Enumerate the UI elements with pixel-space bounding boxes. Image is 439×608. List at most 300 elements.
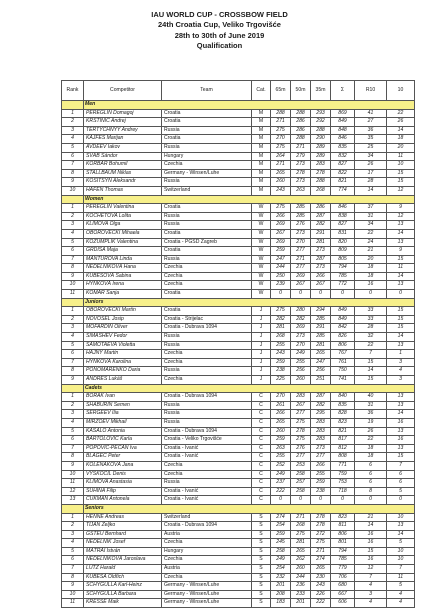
section-spacer-cell [62,298,84,307]
score-50m-cell: 273 [291,229,311,238]
r10-cell: 26 [355,427,387,436]
competitor-cell: HAFEN Thomas [84,186,162,195]
col-cat: Cat. [252,81,271,101]
competitor-cell: SCHYGULLA Karl-Heinz [84,582,162,591]
r10-cell: 22 [355,436,387,445]
score-65m-cell: 271 [271,161,291,170]
competitor-cell: KUBESOVÁ Sabina [84,272,162,281]
category-cell: C [252,470,271,479]
team-cell: Russia [162,178,252,187]
category-cell: C [252,427,271,436]
score-65m-cell: 265 [271,418,291,427]
score-35m-cell: 273 [311,264,331,273]
category-cell: C [252,487,271,496]
table-row [62,272,415,281]
score-35m-cell: 0 [311,496,331,505]
competitor-cell: MANTUROVA Linda [84,255,162,264]
competitor-cell: KOMAR Sanja [84,290,162,299]
section-spacer-cell [62,195,84,204]
table-row [62,324,415,333]
rank-cell: 6 [62,152,84,161]
score-35m-cell: 273 [311,444,331,453]
rank-cell: 11 [62,479,84,488]
score-35m-cell: 255 [311,470,331,479]
competitor-cell: KOSITSYN Aleksandr [84,178,162,187]
tens-cell: 13 [387,444,415,453]
table-row [62,238,415,247]
r10-cell: 16 [355,530,387,539]
rank-cell: 2 [62,212,84,221]
total-cell: 0 [331,290,355,299]
score-65m-cell: 254 [271,522,291,531]
score-35m-cell: 278 [311,513,331,522]
competitor-cell: KLIMOVA Olga [84,221,162,230]
team-cell: Czechia [162,461,252,470]
total-cell: 820 [331,238,355,247]
category-cell: S [252,513,271,522]
score-50m-cell: 273 [291,161,311,170]
competitor-cell: HAJNÝ Martin [84,350,162,359]
team-cell: Russia [162,255,252,264]
tens-cell: 13 [387,393,415,402]
score-35m-cell: 268 [311,186,331,195]
total-cell: 806 [331,530,355,539]
score-65m-cell: 275 [271,126,291,135]
score-35m-cell: 285 [311,333,331,342]
score-50m-cell: 273 [291,333,311,342]
r10-cell: 4 [355,582,387,591]
category-cell: J [252,341,271,350]
score-50m-cell: 258 [291,470,311,479]
score-65m-cell: 252 [271,461,291,470]
section-spacer-cell [62,504,84,513]
rank-cell: 4 [62,333,84,342]
r10-cell: 16 [355,281,387,290]
category-cell: W [252,255,271,264]
score-35m-cell: 274 [311,556,331,565]
competitor-cell: SVÁB Sándor [84,152,162,161]
total-cell: 759 [331,470,355,479]
team-cell: Croatia [162,247,252,256]
team-cell: Czechia [162,376,252,385]
rank-cell: 1 [62,307,84,316]
table-row [62,186,415,195]
tens-cell: 13 [387,341,415,350]
score-65m-cell: 269 [271,221,291,230]
score-35m-cell: 281 [311,238,331,247]
total-cell: 812 [331,444,355,453]
score-35m-cell: 295 [311,410,331,419]
category-cell: J [252,333,271,342]
score-65m-cell: 222 [271,487,291,496]
score-50m-cell: 0 [291,290,311,299]
rank-cell: 9 [62,376,84,385]
team-cell: Croatia [162,204,252,213]
section-spacer-cell [62,101,84,110]
tens-cell: 6 [387,479,415,488]
competitor-cell: NEDĚLNÍK Josef [84,539,162,548]
r10-cell: 41 [355,109,387,118]
tens-cell: 3 [387,358,415,367]
category-cell: S [252,522,271,531]
category-cell: J [252,367,271,376]
tens-cell: 15 [387,178,415,187]
team-cell: Russia [162,479,252,488]
category-cell: M [252,143,271,152]
section-header-row [62,195,415,204]
table-row [62,315,415,324]
table-row [62,341,415,350]
table-row [62,496,415,505]
tens-cell: 5 [387,487,415,496]
rank-cell: 5 [62,238,84,247]
rank-cell: 6 [62,436,84,445]
total-cell: 785 [331,556,355,565]
total-cell: 0 [331,496,355,505]
score-65m-cell: 275 [271,307,291,316]
score-50m-cell: 267 [291,401,311,410]
score-35m-cell: 287 [311,212,331,221]
score-65m-cell: 274 [271,513,291,522]
score-50m-cell: 277 [291,247,311,256]
category-cell: W [252,229,271,238]
category-cell: C [252,453,271,462]
tens-cell: 16 [387,436,415,445]
team-cell: Germany - Winsen/Luhe [162,599,252,608]
category-cell: S [252,530,271,539]
tens-cell: 0 [387,496,415,505]
score-35m-cell: 283 [311,161,331,170]
tens-cell: 15 [387,453,415,462]
r10-cell: 20 [355,255,387,264]
category-cell: S [252,539,271,548]
table-row [62,599,415,608]
score-35m-cell: 273 [311,247,331,256]
table-row [62,307,415,316]
score-65m-cell: 260 [271,178,291,187]
total-cell: 779 [331,565,355,574]
category-cell: M [252,178,271,187]
r10-cell: 35 [355,135,387,144]
category-cell: J [252,350,271,359]
score-50m-cell: 270 [291,341,311,350]
r10-cell: 17 [355,169,387,178]
competitor-cell: GSTEU Bernhard [84,530,162,539]
table-row [62,264,415,273]
category-cell: J [252,315,271,324]
category-cell: W [252,221,271,230]
tens-cell: 14 [387,333,415,342]
category-cell: S [252,590,271,599]
category-cell: S [252,547,271,556]
score-35m-cell: 266 [311,461,331,470]
tens-cell: 14 [387,126,415,135]
total-cell: 846 [331,135,355,144]
competitor-cell: LUTZ Harald [84,565,162,574]
competitor-cell: KORBAŘ Bohumil [84,161,162,170]
score-65m-cell: 267 [271,229,291,238]
score-35m-cell: 256 [311,367,331,376]
results-table-wrapper [61,80,414,608]
score-35m-cell: 0 [311,290,331,299]
competitor-cell: MÁTRAI István [84,547,162,556]
score-65m-cell: 259 [271,530,291,539]
team-cell: Russia [162,367,252,376]
score-65m-cell: 183 [271,599,291,608]
total-cell: 835 [331,401,355,410]
competitor-cell: PEREGLIN Valentina [84,204,162,213]
rank-cell: 10 [62,470,84,479]
col-r10: R10 [355,81,387,101]
category-cell: M [252,186,271,195]
competitor-cell: SAMOTAEVA Violetta [84,341,162,350]
table-row [62,590,415,599]
tens-cell: 14 [387,272,415,281]
score-50m-cell: 277 [291,264,311,273]
score-50m-cell: 270 [291,238,311,247]
score-65m-cell: 282 [271,315,291,324]
tens-cell: 10 [387,513,415,522]
r10-cell: 6 [355,479,387,488]
competitor-cell: NEDĚLNÍKOVÁ Jaroslava [84,556,162,565]
total-cell: 849 [331,307,355,316]
rank-cell: 4 [62,418,84,427]
score-35m-cell: 265 [311,350,331,359]
r10-cell: 22 [355,341,387,350]
competitor-cell: STALLBAUM Niklas [84,169,162,178]
r10-cell: 15 [355,547,387,556]
total-cell: 753 [331,479,355,488]
col-sum: Σ [331,81,355,101]
score-50m-cell: 0 [291,496,311,505]
score-35m-cell: 287 [311,255,331,264]
col-team: Team [162,81,252,101]
competitor-cell: BARTOLOVIĆ Karla [84,436,162,445]
table-row [62,126,415,135]
score-35m-cell: 277 [311,453,331,462]
competitor-cell: BORAK Ivan [84,393,162,402]
score-50m-cell: 285 [291,212,311,221]
category-cell: C [252,410,271,419]
rank-cell: 6 [62,556,84,565]
score-35m-cell: 251 [311,376,331,385]
total-cell: 827 [331,161,355,170]
score-65m-cell: 201 [271,582,291,591]
category-cell: M [252,118,271,127]
total-cell: 667 [331,590,355,599]
team-cell: Germany - Winsen/Luhe [162,582,252,591]
team-cell: Switzerland [162,513,252,522]
table-row [62,539,415,548]
category-cell: S [252,556,271,565]
tens-cell: 10 [387,161,415,170]
competitor-cell: KUBESA Oldřich [84,573,162,582]
total-cell: 718 [331,487,355,496]
score-65m-cell: 245 [271,539,291,548]
tens-cell: 15 [387,169,415,178]
team-cell: Russia [162,410,252,419]
team-cell: Croatia [162,307,252,316]
competitor-cell: KAJFEŠ Marijan [84,135,162,144]
total-cell: 794 [331,547,355,556]
competitor-cell: POPOVIĆ-PECAN Iva [84,444,162,453]
table-row [62,461,415,470]
rank-cell: 9 [62,272,84,281]
tens-cell: 13 [387,401,415,410]
table-row [62,582,415,591]
table-row [62,212,415,221]
team-cell: Croatia - Dubrava 1094 [162,324,252,333]
table-row [62,376,415,385]
score-50m-cell: 271 [291,513,311,522]
r10-cell: 22 [355,229,387,238]
r10-cell: 32 [355,333,387,342]
category-cell: J [252,307,271,316]
table-row [62,367,415,376]
score-35m-cell: 283 [311,436,331,445]
competitor-cell: KRSTINIĆ Andrej [84,118,162,127]
total-cell: 741 [331,376,355,385]
score-50m-cell: 258 [291,487,311,496]
team-cell: Russia [162,341,252,350]
score-65m-cell: 249 [271,556,291,565]
table-row [62,487,415,496]
competitor-cell: GRDIŠA Maja [84,247,162,256]
table-row [62,135,415,144]
table-row [62,547,415,556]
r10-cell: 28 [355,324,387,333]
table-row [62,401,415,410]
tens-cell: 4 [387,590,415,599]
rank-cell: 6 [62,247,84,256]
team-cell: Russia [162,143,252,152]
team-cell: Croatia - Strijelac [162,315,252,324]
team-cell: Czechia [162,281,252,290]
total-cell: 785 [331,272,355,281]
category-cell: C [252,393,271,402]
r10-cell: 21 [355,247,387,256]
table-row [62,410,415,419]
table-row [62,470,415,479]
score-65m-cell: 254 [271,565,291,574]
score-35m-cell: 272 [311,530,331,539]
rank-cell: 2 [62,522,84,531]
score-35m-cell: 291 [311,324,331,333]
score-50m-cell: 277 [291,453,311,462]
rank-cell: 4 [62,135,84,144]
tens-cell: 15 [387,315,415,324]
tens-cell: 10 [387,547,415,556]
score-50m-cell: 286 [291,126,311,135]
score-65m-cell: 269 [271,238,291,247]
table-row [62,247,415,256]
table-header-row [62,81,415,101]
table-row [62,152,415,161]
tens-cell: 13 [387,522,415,531]
rank-cell: 1 [62,513,84,522]
total-cell: 801 [331,539,355,548]
score-50m-cell: 253 [291,461,311,470]
category-cell: C [252,479,271,488]
rank-cell: 2 [62,401,84,410]
team-cell: Croatia [162,135,252,144]
section-header-row [62,298,415,307]
competitor-cell: KOLEŇÁKOVÁ Jana [84,461,162,470]
score-65m-cell: 275 [271,143,291,152]
category-cell: W [252,272,271,281]
rank-cell: 5 [62,427,84,436]
competitor-cell: VYSKOČIL Denis [84,470,162,479]
total-cell: 794 [331,264,355,273]
score-35m-cell: 285 [311,315,331,324]
score-35m-cell: 265 [311,565,331,574]
results-table [61,80,415,608]
team-cell: Germany - Winsen/Luhe [162,169,252,178]
table-row [62,522,415,531]
total-cell: 827 [331,221,355,230]
score-50m-cell: 285 [291,204,311,213]
score-65m-cell: 281 [271,324,291,333]
score-50m-cell: 275 [291,436,311,445]
competitor-cell: OBOROVEČKI Martin [84,307,162,316]
score-35m-cell: 278 [311,522,331,531]
score-65m-cell: 249 [271,470,291,479]
rank-cell: 5 [62,547,84,556]
event-dates: 28th to 30th of June 2019 [174,30,265,40]
rank-cell: 3 [62,410,84,419]
r10-cell: 0 [355,496,387,505]
team-cell: Croatia [162,109,252,118]
score-50m-cell: 269 [291,324,311,333]
competitor-cell: KASALO Antonia [84,427,162,436]
tens-cell: 16 [387,418,415,427]
tens-cell: 14 [387,530,415,539]
tens-cell: 26 [387,118,415,127]
rank-cell: 7 [62,358,84,367]
score-65m-cell: 232 [271,573,291,582]
category-cell: W [252,204,271,213]
category-cell: W [252,264,271,273]
team-cell: Russia [162,126,252,135]
table-row [62,221,415,230]
score-50m-cell: 267 [291,281,311,290]
tens-cell: 4 [387,367,415,376]
team-cell: Czechia [162,358,252,367]
col-rank: Rank [62,81,84,101]
r10-cell: 18 [355,444,387,453]
score-35m-cell: 288 [311,126,331,135]
section-title: Juniors [84,298,415,307]
r10-cell: 33 [355,307,387,316]
col-competitor: Competitor [84,81,162,101]
r10-cell: 21 [355,513,387,522]
r10-cell: 14 [355,522,387,531]
r10-cell: 15 [355,376,387,385]
team-cell: Croatia - Ivanić [162,444,252,453]
score-65m-cell: 243 [271,186,291,195]
section-header-row [62,504,415,513]
table-row [62,513,415,522]
tens-cell: 14 [387,229,415,238]
col-65m: 65m [271,81,291,101]
score-50m-cell: 280 [291,307,311,316]
category-cell: C [252,401,271,410]
score-65m-cell: 270 [271,393,291,402]
category-cell: W [252,212,271,221]
team-cell: Czechia [162,264,252,273]
tens-cell: 9 [387,204,415,213]
category-cell: C [252,444,271,453]
